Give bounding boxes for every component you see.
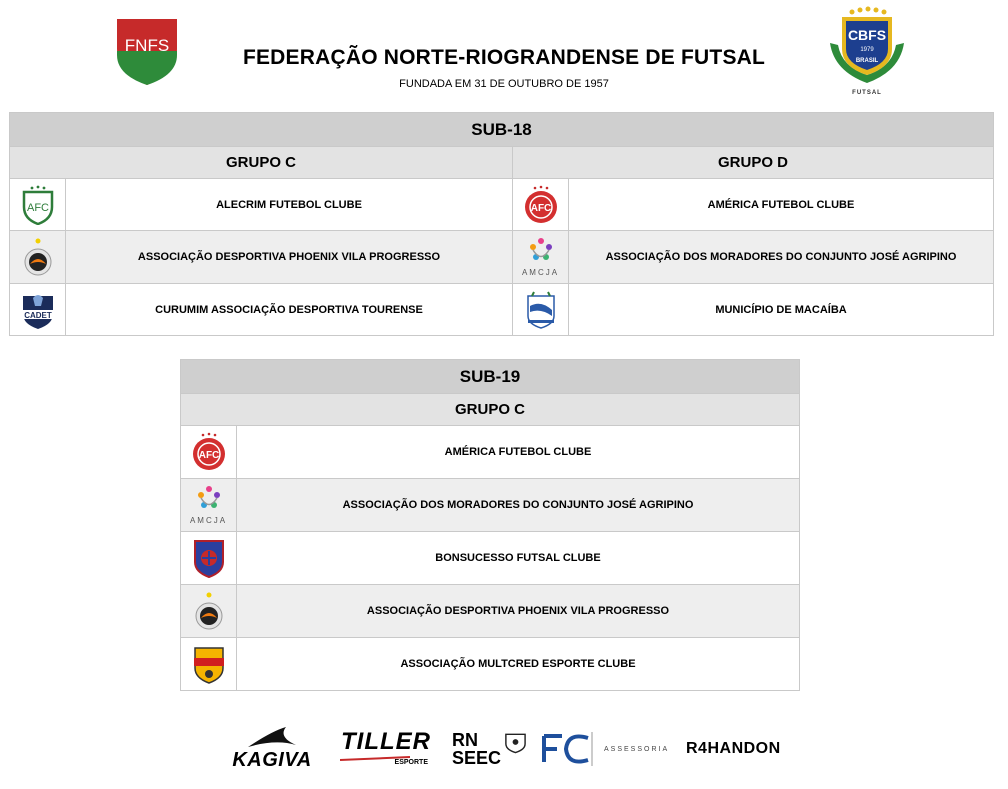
bonsucesso-crest-icon — [190, 538, 228, 578]
cbfs-logo — [826, 5, 908, 97]
amcja-crest-label: AMCJA — [189, 516, 228, 525]
team-crest-cell — [10, 179, 66, 231]
seec-wordmark: SEEC — [452, 748, 502, 768]
tiller-wordmark: TILLER — [341, 728, 431, 755]
team-crest-cell — [513, 179, 569, 231]
fc-monogram-icon — [542, 732, 594, 766]
tiller-logo — [336, 728, 436, 770]
amcja-crest-icon — [522, 237, 560, 267]
afc-crest-label: AFC — [26, 201, 49, 214]
team-crest-cell — [10, 284, 66, 336]
team-name: BONSUCESSO FUTSAL CLUBE — [237, 532, 800, 585]
america-crest-label: AFC — [530, 202, 551, 214]
table-row — [10, 179, 994, 231]
team-crest-cell — [181, 479, 237, 532]
table-row — [181, 585, 800, 638]
rn-seec-logo — [452, 726, 528, 772]
america-crest-icon — [190, 432, 228, 472]
kagiva-wordmark: KAGIVA — [232, 749, 312, 771]
team-name: CURUMIM ASSOCIAÇÃO DESPORTIVA TOURENSE — [66, 284, 513, 336]
kagiva-logo — [222, 722, 322, 772]
amcja-crest-icon — [190, 485, 228, 515]
table-row — [181, 532, 800, 585]
sub18-category-header: SUB-18 — [10, 113, 994, 147]
assessoria-wordmark: ASSESSORIA — [604, 745, 670, 753]
america-crest-icon — [522, 185, 560, 225]
team-name: ASSOCIAÇÃO DESPORTIVA PHOENIX VILA PROGRESSO — [237, 585, 800, 638]
phoenix-crest-icon — [190, 591, 228, 631]
r4handon-logo — [686, 738, 806, 760]
fc-assessoria-logo — [542, 731, 672, 767]
team-name: ASSOCIAÇÃO DOS MORADORES DO CONJUNTO JOSÉ AGRIPINO — [569, 231, 994, 284]
cadet-crest-label: CADET — [23, 310, 52, 320]
multcred-crest-icon — [190, 644, 228, 684]
team-name: AMÉRICA FUTEBOL CLUBE — [569, 179, 994, 231]
team-name: ASSOCIAÇÃO MULTCRED ESPORTE CLUBE — [237, 638, 800, 691]
table-row — [181, 638, 800, 691]
team-crest-cell — [181, 585, 237, 638]
afc-crest-icon — [19, 185, 57, 225]
america-crest-label: AFC — [198, 450, 219, 461]
phoenix-crest-icon — [19, 237, 57, 277]
sub19-group-c-header: GRUPO C — [181, 394, 800, 426]
team-crest-cell — [181, 426, 237, 479]
page-title: FEDERAÇÃO NORTE-RIOGRANDENSE DE FUTSAL — [242, 46, 766, 69]
sub19-category-header: SUB-19 — [181, 360, 800, 394]
sub18-group-c-header: GRUPO C — [10, 147, 513, 179]
team-name: ASSOCIAÇÃO DOS MORADORES DO CONJUNTO JOSÉ AGRIPINO — [237, 479, 800, 532]
cbfs-logo-year: 1979 — [860, 47, 874, 53]
cbfs-logo-country: BRASIL — [855, 58, 879, 64]
team-crest-cell — [181, 532, 237, 585]
team-name: ALECRIM FUTEBOL CLUBE — [66, 179, 513, 231]
team-name: AMÉRICA FUTEBOL CLUBE — [237, 426, 800, 479]
team-crest-cell — [513, 284, 569, 336]
team-name: ASSOCIAÇÃO DESPORTIVA PHOENIX VILA PROGRESSO — [66, 231, 513, 284]
fnfs-logo-text: FNFS — [124, 36, 170, 55]
team-crest-cell — [10, 231, 66, 284]
table-row — [181, 479, 800, 532]
team-name: MUNICÍPIO DE MACAÍBA — [569, 284, 994, 336]
macaiba-crest-icon — [522, 290, 560, 330]
r4handon-wordmark: R4HANDON — [686, 740, 781, 757]
amcja-crest-label: AMCJA — [521, 268, 560, 277]
table-row — [10, 231, 994, 284]
cbfs-logo-caption: FUTSAL — [852, 90, 882, 96]
page-subtitle: FUNDADA EM 31 DE OUTUBRO DE 1957 — [399, 78, 609, 90]
cadet-crest-icon — [19, 290, 57, 330]
sub18-group-d-header: GRUPO D — [513, 147, 994, 179]
sub19-table — [180, 359, 800, 691]
table-row — [10, 284, 994, 336]
tiller-subtitle: ESPORTE — [394, 759, 428, 766]
rn-coat-of-arms-icon — [503, 730, 528, 754]
table-row — [181, 426, 800, 479]
cbfs-logo-text: CBFS — [847, 27, 887, 43]
rn-wordmark: RN — [452, 730, 478, 750]
kagiva-swoosh-icon — [242, 727, 302, 749]
sub18-table — [9, 112, 994, 336]
team-crest-cell — [513, 231, 569, 284]
team-crest-cell — [181, 638, 237, 691]
